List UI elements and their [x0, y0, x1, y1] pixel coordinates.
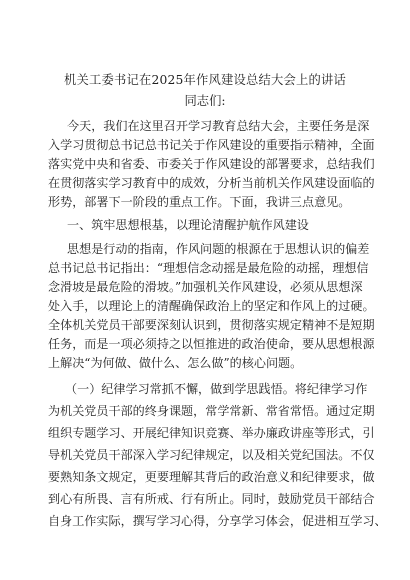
paragraph-line: 为机关党员干部的终身课题，常学常新、常省常悟。通过定期	[48, 404, 375, 418]
paragraph-line: 处入手，以理论上的清醒确保政治上的坚定和作风上的过硬。	[48, 299, 375, 313]
greeting: 同志们:	[184, 94, 226, 108]
paragraph-line: 到心有所畏、言有所戒、行有所止。同时，鼓励党员干部结合	[48, 492, 375, 506]
paragraph-line: 全体机关党员干部要深刻认识到，贯彻落实规定精神不是短期	[48, 318, 375, 332]
paragraph-line: 今天，我们在这里召开学习教育总结大会，主要任务是深	[67, 119, 370, 133]
paragraph-line: 任务，而是一项必须持之以恒推进的政治使命，要从思想根源	[48, 337, 375, 351]
paragraph-line: 入学习贯彻总书记总书记关于作风建设的重要指示精神，全面	[48, 138, 375, 152]
paragraph-line: 思想是行动的指南，作风问题的根源在于思想认识的偏差	[67, 242, 370, 256]
subsection-line: （一）纪律学习常抓不懈，做到学思践悟。将纪律学习作	[65, 382, 368, 396]
paragraph-line: 在贯彻落实学习教育中的成效，分析当前机关作风建设面临的	[48, 176, 375, 190]
paragraph-line: 总书记总书记指出：“理想信念动摇是最危险的动摇，理想信	[48, 261, 369, 275]
paragraph-line: 上解决“为何做、做什么、怎么做”的核心问题。	[48, 356, 303, 370]
paragraph-line: 念滑坡是最危险的滑坡。”加强机关作风建设，必须从思想深	[48, 280, 363, 294]
paragraph-line: 形势，部署下一阶段的重点工作。下面，我讲三点意见。	[48, 195, 351, 209]
paragraph-line: 自身工作实际，撰写学习心得，分享学习体会，促进相互学习、	[48, 514, 387, 528]
paragraph-line: 导机关党员干部深入学习纪律规定，以及相关党纪国法。不仅	[48, 448, 375, 462]
paragraph-line: 组织专题学习、开展纪律知识竞赛、举办廉政讲座等形式，引	[48, 426, 375, 440]
paragraph-line: 落实党中央和省委、市委关于作风建设的部署要求，总结我们	[48, 157, 375, 171]
document-title: 机关工委书记在2025年作风建设总结大会上的讲话	[63, 73, 347, 87]
section-heading: 一、筑牢思想根基，以理论清醒护航作风建设	[67, 218, 309, 232]
paragraph-line: 要熟知条文规定，更要理解其背后的政治意义和纪律要求，做	[48, 470, 375, 484]
